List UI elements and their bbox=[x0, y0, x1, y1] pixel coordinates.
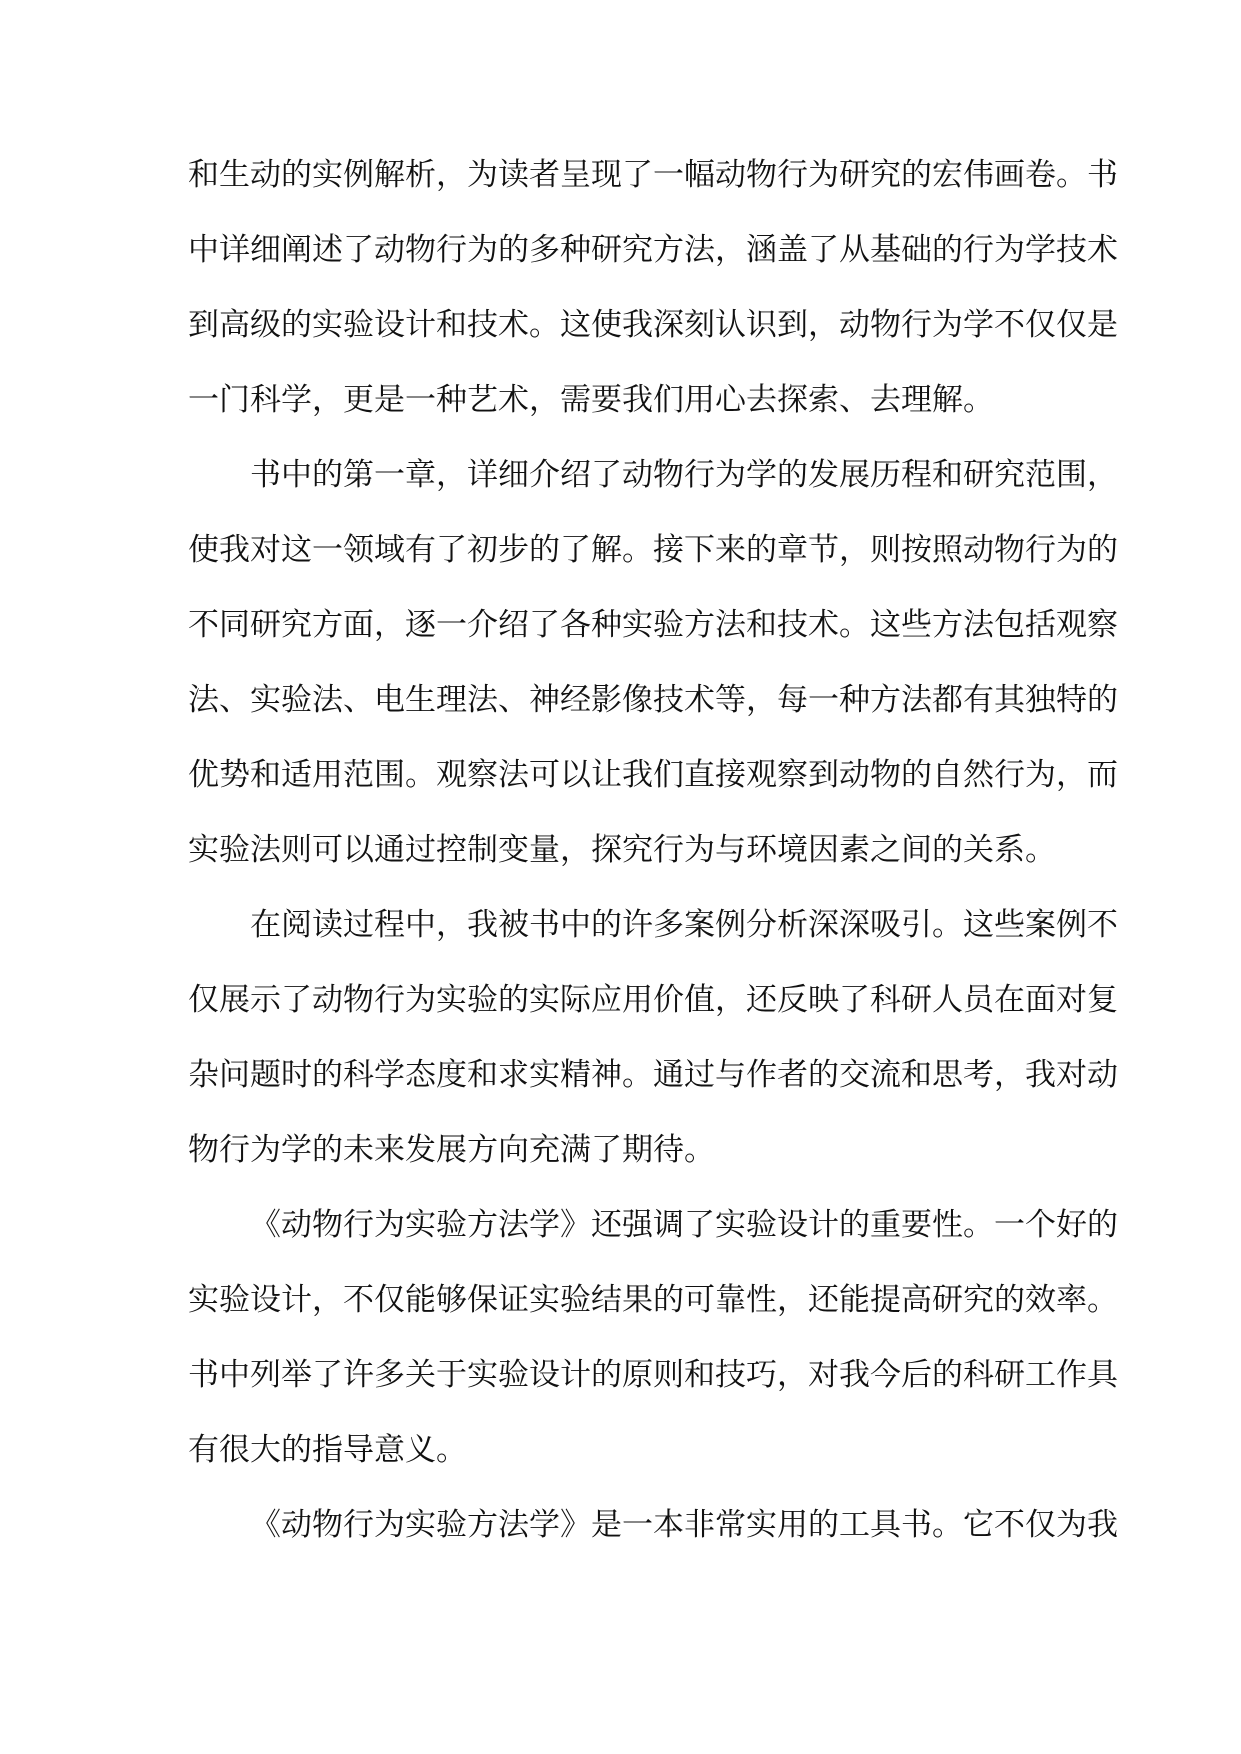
paragraph-3-line: 杂问题时的科学态度和求实精神。通过与作者的交流和思考，我对动 bbox=[188, 1057, 1118, 1093]
paragraph-3-line: 物行为学的未来发展方向充满了期待。 bbox=[188, 1132, 715, 1168]
paragraph-5-line: 《动物行为实验方法学》是一本非常实用的工具书。它不仅为我 bbox=[250, 1507, 1118, 1543]
body-text bbox=[188, 138, 1118, 1563]
paragraph-1-line: 和生动的实例解析，为读者呈现了一幅动物行为研究的宏伟画卷。书 bbox=[188, 157, 1118, 193]
paragraph-1-line: 一门科学，更是一种艺术，需要我们用心去探索、去理解。 bbox=[188, 382, 994, 418]
paragraph-2-line: 不同研究方面，逐一介绍了各种实验方法和技术。这些方法包括观察 bbox=[188, 607, 1118, 643]
paragraph-4-line: 书中列举了许多关于实验设计的原则和技巧，对我今后的科研工作具 bbox=[188, 1357, 1118, 1393]
paragraph-2-line: 优势和适用范围。观察法可以让我们直接观察到动物的自然行为，而 bbox=[188, 757, 1118, 793]
paragraph-2-line: 使我对这一领域有了初步的了解。接下来的章节，则按照动物行为的 bbox=[188, 532, 1118, 568]
paragraph-4-line: 《动物行为实验方法学》还强调了实验设计的重要性。一个好的 bbox=[250, 1207, 1118, 1243]
paragraph-3-line: 仅展示了动物行为实验的实际应用价值，还反映了科研人员在面对复 bbox=[188, 982, 1118, 1018]
paragraph-4-line: 实验设计，不仅能够保证实验结果的可靠性，还能提高研究的效率。 bbox=[188, 1282, 1118, 1318]
paragraph-4-line: 有很大的指导意义。 bbox=[188, 1432, 467, 1468]
paragraph-1-line: 中详细阐述了动物行为的多种研究方法，涵盖了从基础的行为学技术 bbox=[188, 232, 1118, 268]
paragraph-2-line: 书中的第一章，详细介绍了动物行为学的发展历程和研究范围， bbox=[250, 457, 1118, 493]
paragraph-1-line: 到高级的实验设计和技术。这使我深刻认识到，动物行为学不仅仅是 bbox=[188, 307, 1118, 343]
paragraph-3-line: 在阅读过程中，我被书中的许多案例分析深深吸引。这些案例不 bbox=[250, 907, 1118, 943]
paragraph-2-line: 法、实验法、电生理法、神经影像技术等，每一种方法都有其独特的 bbox=[188, 682, 1118, 718]
paragraph-2-line: 实验法则可以通过控制变量，探究行为与环境因素之间的关系。 bbox=[188, 832, 1056, 868]
